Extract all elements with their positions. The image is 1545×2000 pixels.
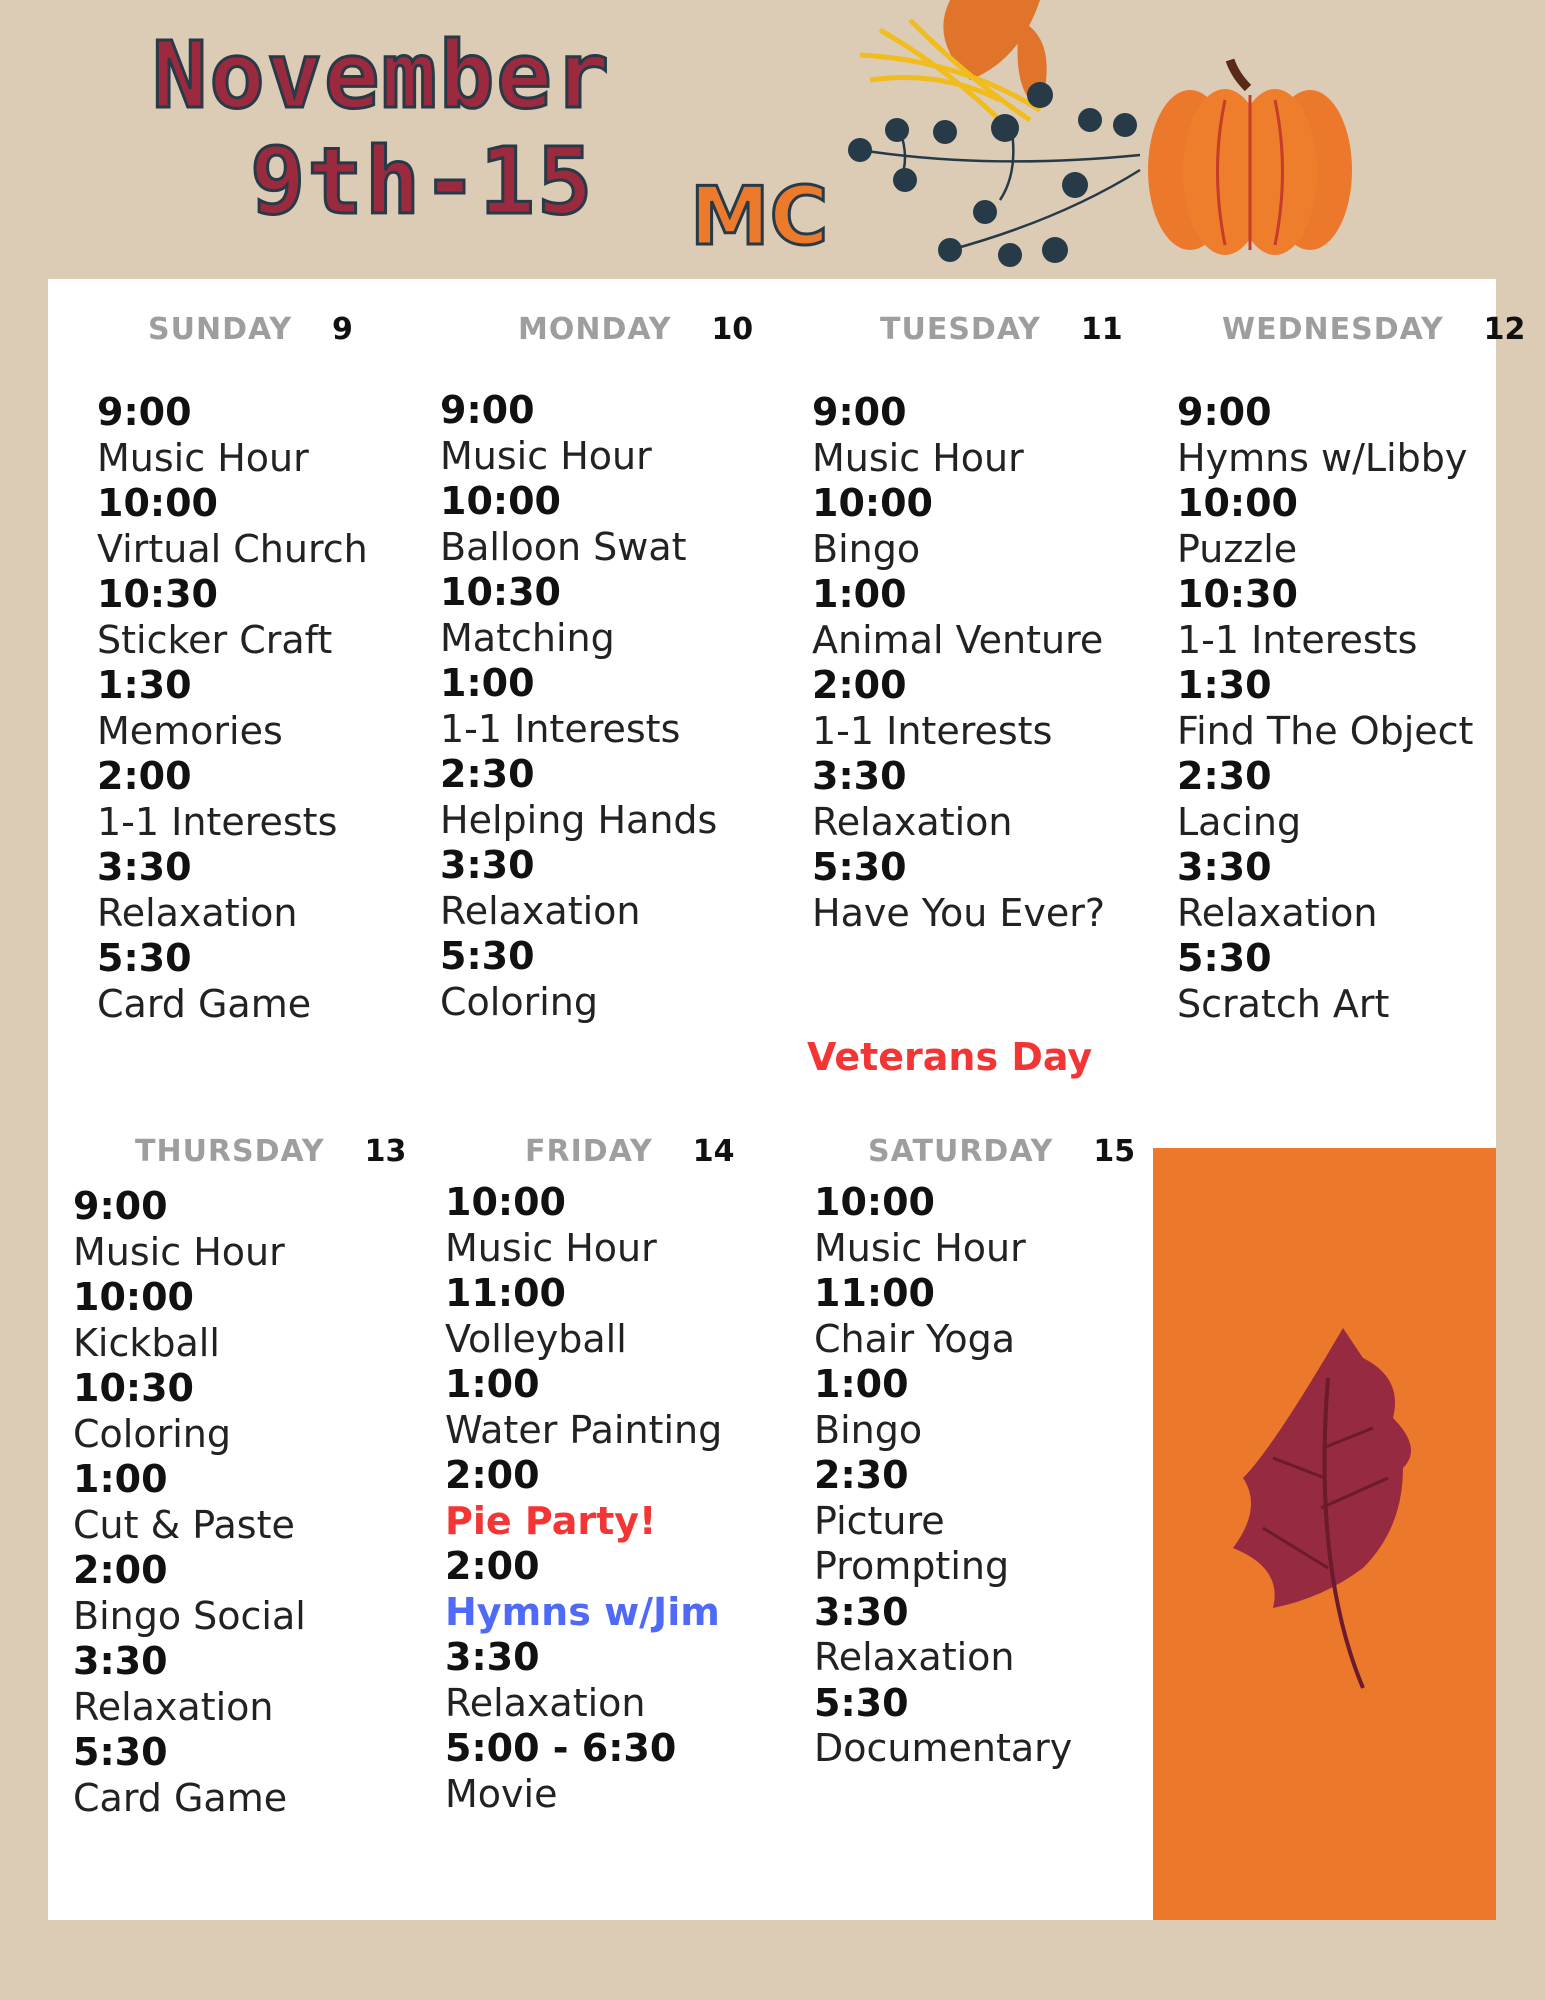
event-time: 1:30 [1177, 663, 1272, 707]
event-activity: Relaxation [97, 890, 298, 935]
event-time: 10:00 [812, 481, 933, 525]
event-activity: Virtual Church [97, 526, 368, 571]
event-activity: Lacing [1177, 799, 1302, 844]
event-time: 9:00 [73, 1184, 168, 1228]
event-time: 3:30 [73, 1639, 168, 1683]
event-activity: Card Game [97, 981, 312, 1026]
event-time: 2:00 [445, 1544, 540, 1588]
event-time: 2:00 [445, 1453, 540, 1497]
day-name: TUESDAY [880, 312, 1041, 347]
event-activity: Relaxation [814, 1635, 1015, 1679]
event-activity: Puzzle [1177, 526, 1298, 571]
event-time: 3:30 [445, 1635, 540, 1679]
day-name: SATURDAY [868, 1134, 1054, 1169]
event-time: 5:30 [73, 1730, 168, 1774]
mc-badge: MC [690, 170, 829, 263]
event-time: 2:00 [97, 754, 192, 798]
autumn-decoration-icon [840, 0, 1360, 275]
day-header-wednesday [1222, 312, 1525, 347]
event-time: 3:30 [1177, 845, 1272, 889]
event-activity: Helping Hands [440, 797, 718, 842]
event-time: 10:30 [1177, 572, 1298, 616]
event-activity: Kickball [73, 1320, 220, 1365]
day-date: 9 [332, 312, 353, 347]
event-time: 10:00 [814, 1180, 935, 1224]
event-activity: Coloring [440, 979, 598, 1024]
event-activity: Bingo Social [73, 1593, 306, 1638]
day-date: 11 [1080, 312, 1123, 347]
event-activity: 1-1 Interests [440, 706, 681, 751]
event-activity: Music Hour [814, 1225, 1026, 1270]
event-time: 10:00 [445, 1180, 566, 1224]
day-date: 10 [711, 312, 754, 347]
event-time: 9:00 [440, 388, 535, 432]
event-time: 3:30 [440, 843, 535, 887]
event-time: 2:30 [814, 1453, 909, 1497]
day-header-sunday [148, 312, 353, 347]
orange-block [1153, 1148, 1496, 1920]
event-activity: Scratch Art [1177, 981, 1390, 1026]
event-activity: Bingo [814, 1407, 923, 1452]
event-time: 5:30 [1177, 936, 1272, 980]
day-header-saturday [868, 1134, 1135, 1169]
event-activity: 1-1 Interests [812, 708, 1053, 753]
event-activity: Volleyball [445, 1316, 627, 1361]
event-time: 11:00 [814, 1271, 935, 1315]
event-activity: Music Hour [812, 435, 1024, 480]
event-time: 2:30 [1177, 754, 1272, 798]
event-time: 9:00 [97, 390, 192, 434]
event-activity: Relaxation [812, 799, 1013, 844]
day-date: 13 [364, 1134, 407, 1169]
day-header-tuesday [880, 312, 1123, 347]
event-activity: Music Hour [97, 435, 309, 480]
leaf-icon [1153, 1148, 1496, 1920]
event-time: 3:30 [814, 1589, 909, 1634]
veterans-day-note: Veterans Day [807, 1035, 1093, 1079]
day-name: MONDAY [518, 312, 672, 347]
day-date: 12 [1483, 312, 1526, 347]
event-activity: Animal Venture [812, 617, 1104, 662]
title-dates: 9th-15 [250, 128, 595, 235]
day-column-friday [445, 1180, 775, 1817]
day-header-friday [525, 1134, 734, 1169]
day-column-saturday [814, 1180, 1144, 1772]
event-time: 1:00 [814, 1362, 909, 1406]
event-activity: Relaxation [1177, 890, 1378, 935]
event-time: 1:00 [445, 1362, 540, 1406]
event-activity: Picture Prompting [814, 1498, 1010, 1588]
event-activity: Have You Ever? [812, 890, 1106, 935]
event-activity: Movie [445, 1771, 558, 1816]
event-activity: Hymns w/Libby [1177, 435, 1468, 480]
event-activity: Relaxation [440, 888, 641, 933]
day-column-sunday [97, 390, 427, 1027]
event-activity: Hymns w/Jim [445, 1589, 720, 1634]
event-time: 1:00 [73, 1457, 168, 1501]
event-time: 3:30 [812, 754, 907, 798]
event-activity: Card Game [73, 1775, 288, 1820]
event-activity: Chair Yoga [814, 1316, 1015, 1361]
event-activity: 1-1 Interests [1177, 617, 1418, 662]
event-activity: Coloring [73, 1411, 231, 1456]
event-time: 2:00 [812, 663, 907, 707]
event-time: 1:00 [812, 572, 907, 616]
event-time: 10:00 [97, 481, 218, 525]
day-date: 15 [1093, 1134, 1136, 1169]
day-name: FRIDAY [525, 1134, 653, 1169]
event-time: 9:00 [812, 390, 907, 434]
event-activity: Matching [440, 615, 615, 660]
event-activity: Cut & Paste [73, 1502, 295, 1547]
event-time: 11:00 [445, 1271, 566, 1315]
day-column-tuesday [812, 390, 1142, 936]
event-time: 5:00 - 6:30 [445, 1726, 677, 1770]
event-activity: Pie Party! [445, 1498, 657, 1543]
event-activity: Water Painting [445, 1407, 723, 1452]
event-activity: Documentary [814, 1726, 1073, 1770]
event-time: 10:00 [440, 479, 561, 523]
day-column-monday [440, 388, 770, 1025]
day-header-monday [518, 312, 753, 347]
event-time: 10:00 [73, 1275, 194, 1319]
event-time: 10:30 [440, 570, 561, 614]
event-time: 10:30 [97, 572, 218, 616]
event-activity: 1-1 Interests [97, 799, 338, 844]
event-activity: Relaxation [445, 1680, 646, 1725]
event-activity: Balloon Swat [440, 524, 687, 569]
event-time: 5:30 [440, 934, 535, 978]
day-column-wednesday [1177, 390, 1507, 1027]
event-time: 1:30 [97, 663, 192, 707]
day-name: THURSDAY [135, 1134, 325, 1169]
event-time: 2:00 [73, 1548, 168, 1592]
event-time: 1:00 [440, 661, 535, 705]
event-activity: Music Hour [73, 1229, 285, 1274]
day-date: 14 [692, 1134, 735, 1169]
event-activity: Sticker Craft [97, 617, 333, 662]
event-activity: Memories [97, 708, 283, 753]
event-activity: Find The Object [1177, 708, 1474, 753]
day-column-thursday [73, 1184, 403, 1821]
title-month: November [152, 22, 612, 129]
event-activity: Bingo [812, 526, 921, 571]
event-activity: Relaxation [73, 1684, 274, 1729]
event-time: 5:30 [97, 936, 192, 980]
event-time: 10:00 [1177, 481, 1298, 525]
day-name: SUNDAY [148, 312, 293, 347]
event-activity: Music Hour [445, 1225, 657, 1270]
day-name: WEDNESDAY [1222, 312, 1444, 347]
event-time: 9:00 [1177, 390, 1272, 434]
event-time: 5:30 [812, 845, 907, 889]
event-time: 2:30 [440, 752, 535, 796]
event-time: 10:30 [73, 1366, 194, 1410]
day-header-thursday [135, 1134, 406, 1169]
event-time: 5:30 [814, 1680, 909, 1725]
event-time: 3:30 [97, 845, 192, 889]
event-activity: Music Hour [440, 433, 652, 478]
